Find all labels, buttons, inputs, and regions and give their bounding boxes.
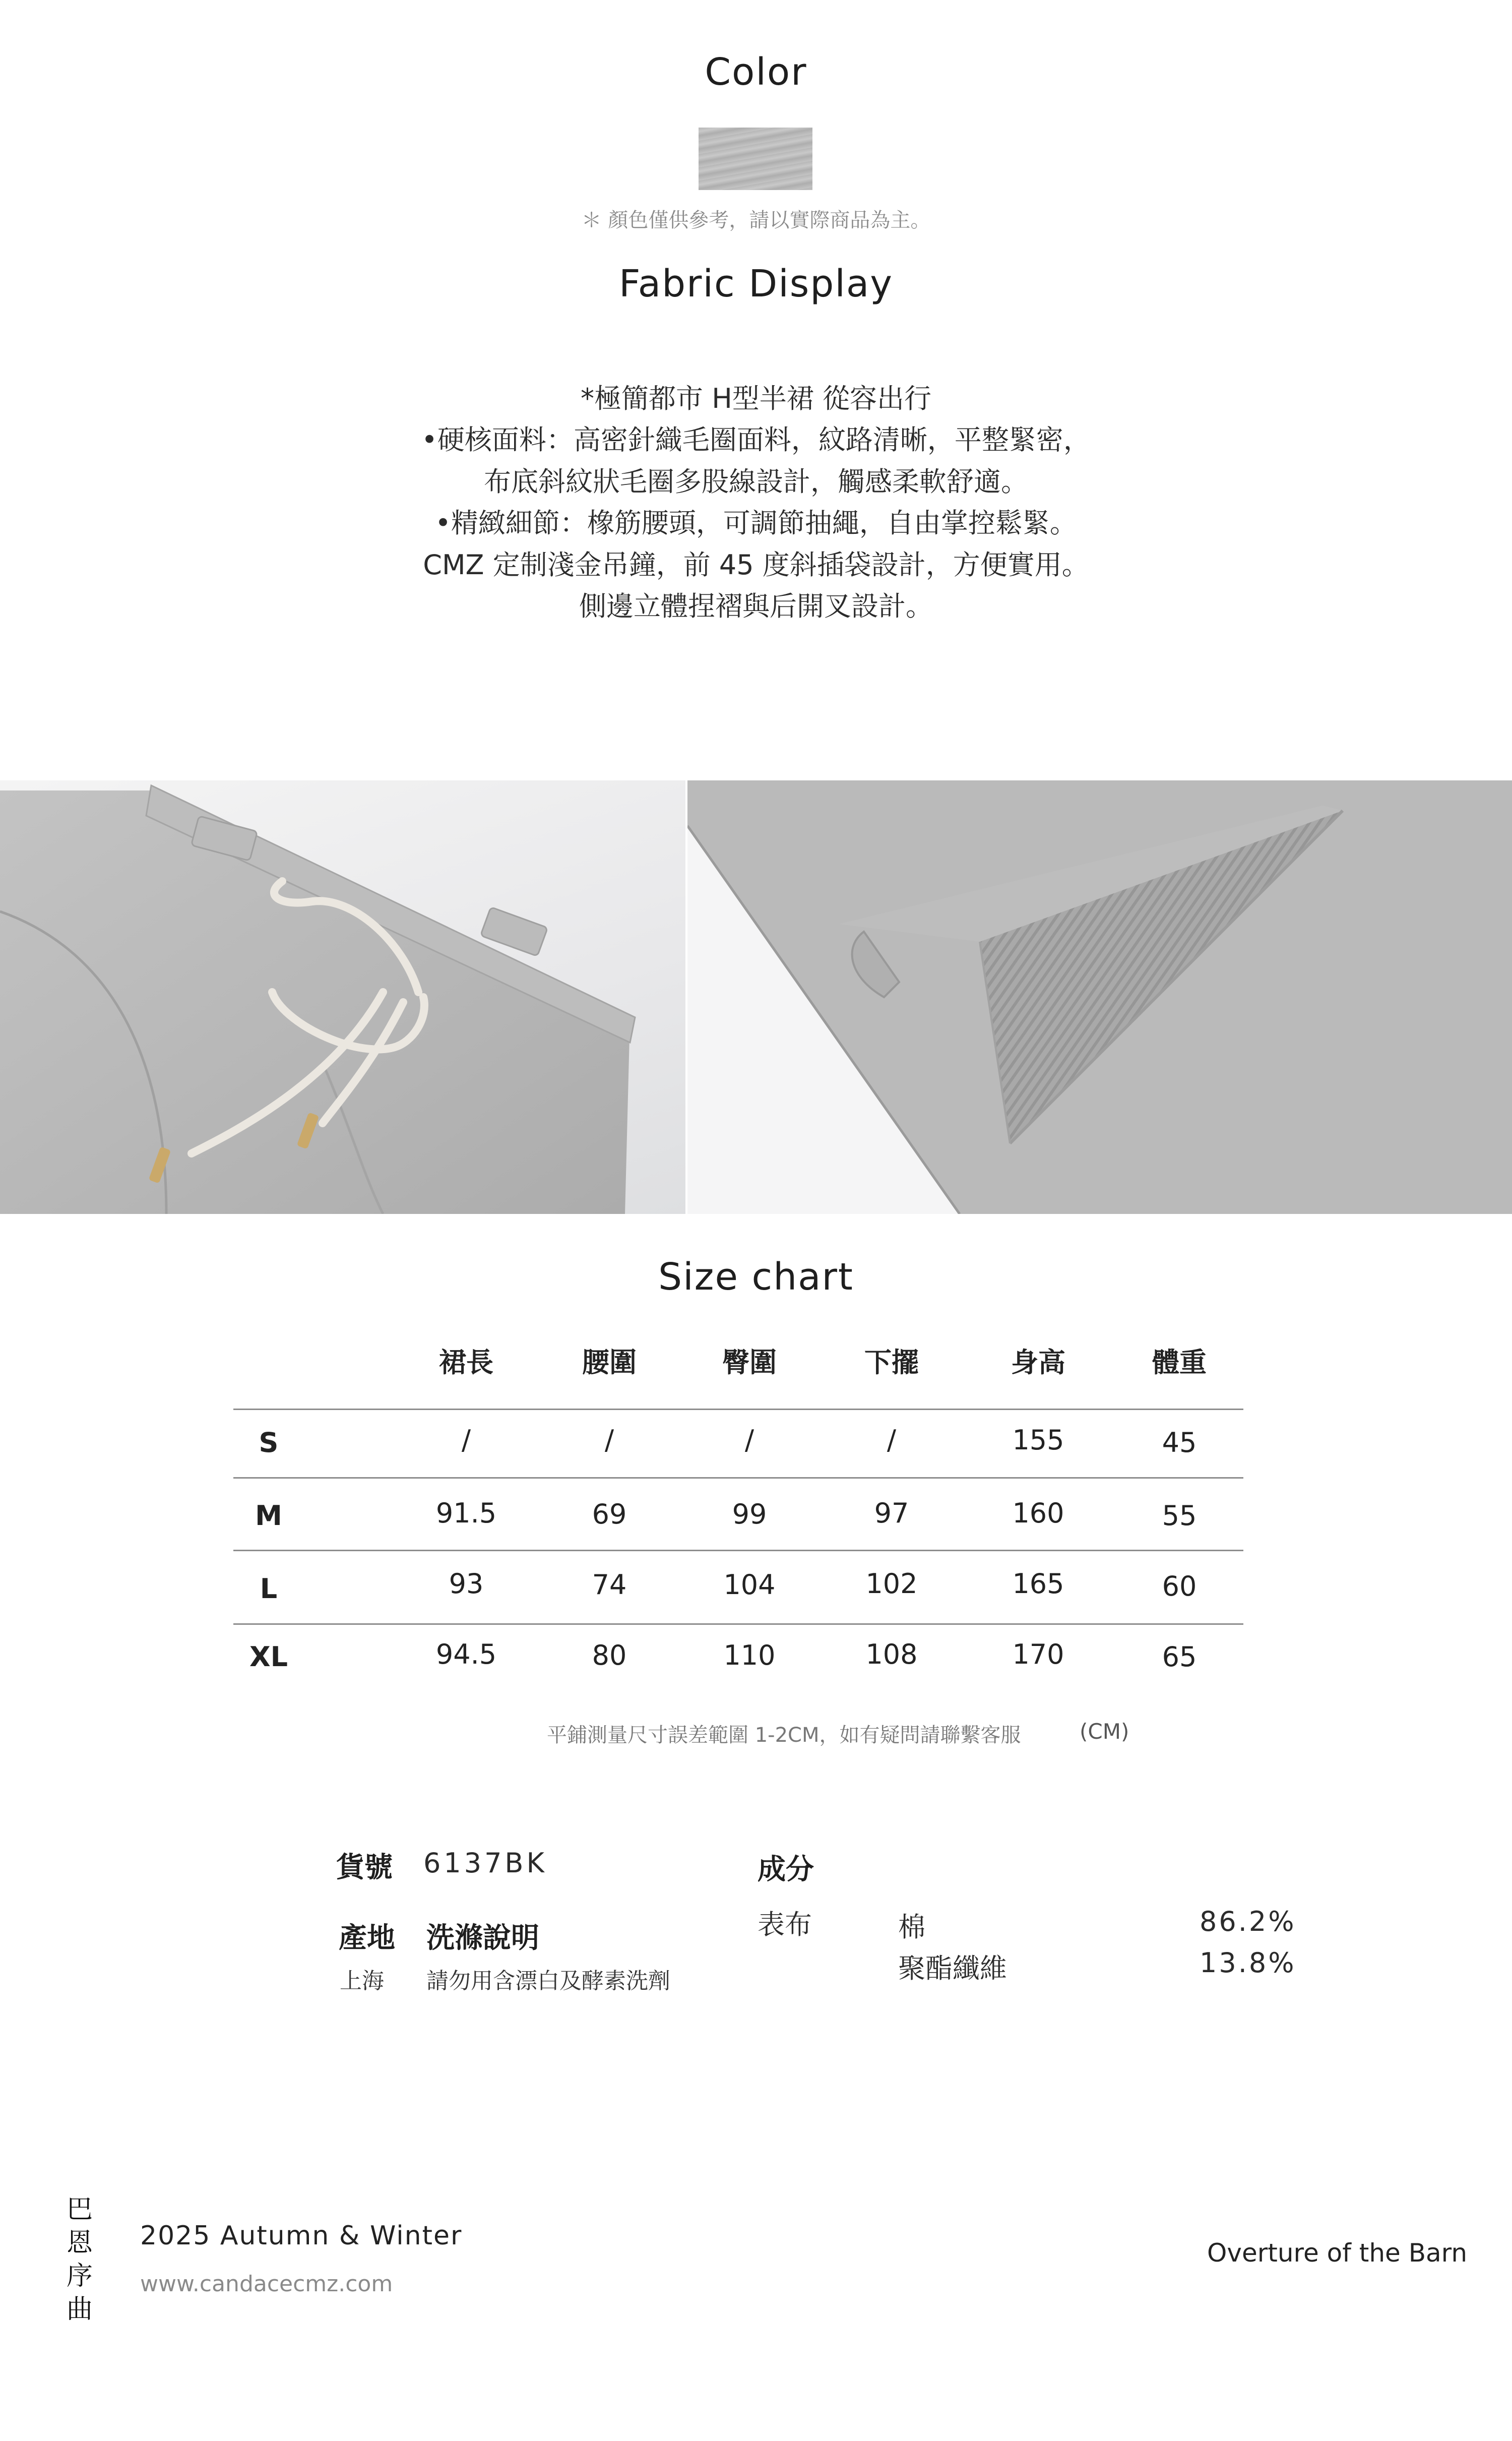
table-rule [233, 1409, 1243, 1410]
table-cell: 69 [592, 1498, 627, 1530]
material-percent: 86.2% [1200, 1906, 1296, 1937]
size-label: M [255, 1500, 282, 1532]
size-chart-unit: (CM) [1080, 1719, 1129, 1744]
size-chart-title: Size chart [658, 1255, 854, 1299]
column-header: 體重 [1152, 1347, 1207, 1378]
table-rule [233, 1623, 1243, 1625]
material-name: 聚酯纖維 [898, 1952, 1007, 1984]
table-cell: 74 [592, 1569, 627, 1601]
table-cell: 160 [1012, 1497, 1064, 1529]
brand-name-vertical [65, 2193, 95, 2326]
brand-char: 曲 [66, 2294, 93, 2325]
material-percent: 13.8% [1200, 1947, 1296, 1979]
collection-name: Overture of the Barn [1207, 2238, 1468, 2268]
table-cell: / [744, 1424, 754, 1456]
care-instructions-value: 請勿用含漂白及酵素洗劑 [426, 1968, 670, 1994]
table-cell: 104 [723, 1569, 776, 1601]
fabric-description-line: •精緻細節：橡筋腰頭，可調節抽繩，自由掌控鬆緊。 [435, 507, 1077, 539]
table-cell: 110 [723, 1639, 776, 1671]
season-label: 2025 Autumn & Winter [140, 2221, 463, 2251]
fabric-description-line: •硬核面料：高密針織毛圈面料，紋路清晰，平整緊密， [421, 424, 1091, 456]
brand-char: 恩 [66, 2228, 93, 2258]
column-header: 下擺 [864, 1347, 919, 1378]
care-instructions-label: 洗滌說明 [426, 1922, 539, 1955]
table-cell: 155 [1012, 1424, 1064, 1456]
table-cell: 97 [874, 1497, 909, 1529]
table-cell: / [461, 1424, 471, 1456]
fabric-description-line: CMZ 定制淺金吊鐘，前 45 度斜插袋設計，方便實用。 [423, 549, 1089, 581]
table-rule [233, 1550, 1243, 1551]
table-cell: 65 [1162, 1641, 1197, 1673]
table-cell: 91.5 [435, 1497, 497, 1529]
fabric-section-title: Fabric Display [618, 262, 894, 306]
column-header: 腰圍 [582, 1347, 637, 1378]
table-cell: 102 [865, 1568, 918, 1600]
size-label: L [260, 1573, 278, 1605]
table-cell: 93 [449, 1568, 484, 1600]
table-rule [233, 1477, 1243, 1479]
table-cell: 165 [1012, 1568, 1064, 1600]
table-cell: 108 [865, 1638, 918, 1670]
composition-label: 成分 [758, 1853, 814, 1886]
fabric-description-line: 側邊立體捏褶與后開叉設計。 [579, 590, 933, 622]
table-cell: 55 [1162, 1500, 1197, 1532]
color-disclaimer: ＊ 顏色僅供參考，請以實際商品為主。 [581, 209, 931, 232]
table-cell: 80 [592, 1639, 627, 1671]
color-swatch-gray[interactable] [699, 128, 812, 190]
item-number-value: 6137BK [423, 1847, 547, 1879]
table-cell: / [604, 1424, 614, 1456]
material-name: 棉 [898, 1911, 925, 1943]
origin-label: 產地 [339, 1922, 395, 1955]
brand-char: 序 [66, 2261, 93, 2291]
column-header: 裙長 [439, 1347, 493, 1378]
skirt-slit-detail-photo [687, 780, 1512, 1214]
table-cell: 99 [732, 1498, 767, 1530]
skirt-waistband-photo [0, 780, 685, 1214]
size-chart-note: 平鋪測量尺寸誤差範圍 1-2CM，如有疑問請聯繫客服 [547, 1724, 1021, 1747]
size-label: XL [249, 1641, 288, 1673]
slit-illustration [687, 780, 1512, 1214]
fabric-description-line: *極簡都市 H型半裙 從容出行 [581, 383, 931, 414]
color-section-title: Color [705, 50, 807, 94]
brand-char: 巴 [66, 2194, 93, 2225]
item-number-label: 貨號 [336, 1851, 393, 1884]
table-cell: 170 [1012, 1638, 1064, 1670]
fabric-description-line: 布底斜紋狀毛圈多股線設計，觸感柔軟舒適。 [484, 466, 1028, 498]
size-label: S [259, 1427, 279, 1458]
fabric-label: 表布 [758, 1909, 812, 1940]
website-link[interactable]: www.candacecmz.com [140, 2271, 393, 2297]
column-header: 臀圍 [722, 1347, 777, 1378]
table-cell: / [887, 1424, 897, 1456]
waistband-illustration [0, 780, 685, 1214]
column-header: 身高 [1011, 1347, 1065, 1378]
table-cell: 94.5 [435, 1638, 497, 1670]
origin-value: 上海 [340, 1968, 384, 1994]
table-cell: 45 [1162, 1427, 1197, 1458]
table-cell: 60 [1162, 1570, 1197, 1602]
